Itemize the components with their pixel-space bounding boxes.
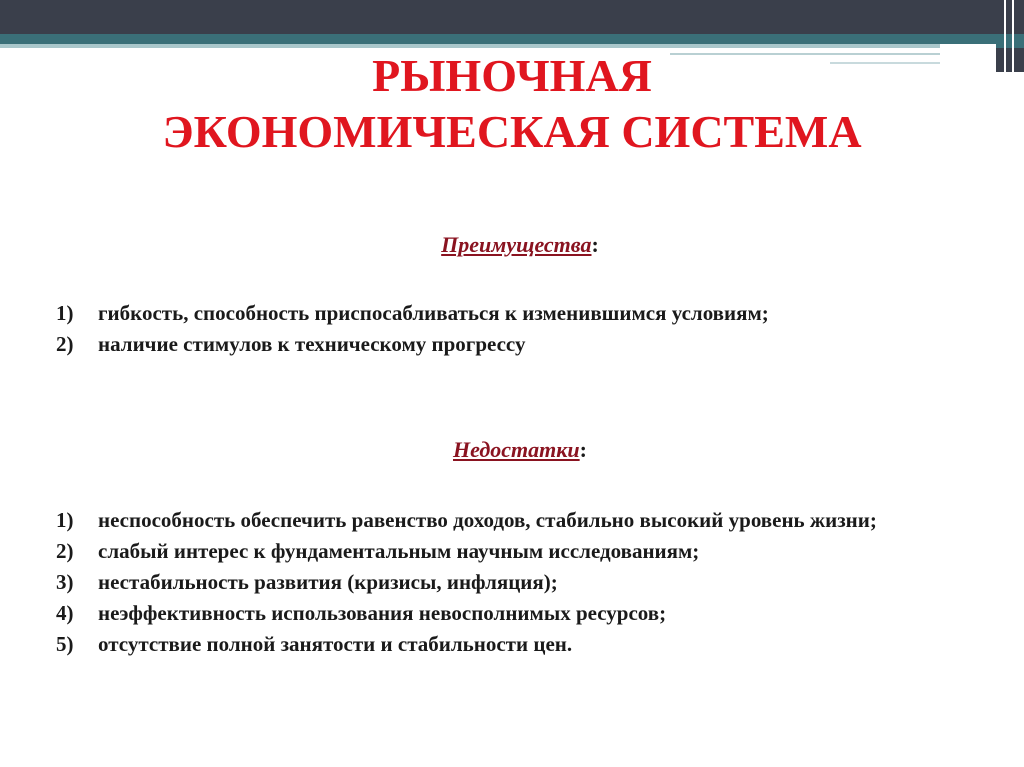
disadvantages-heading-colon: :: [579, 437, 587, 462]
list-item: [56, 329, 976, 360]
list-item-text: неспособность обеспечить равенство доходов, стабильно высокий уровень жизни;: [98, 508, 877, 532]
list-item-number: 5): [56, 632, 74, 656]
list-item-number: 4): [56, 601, 74, 625]
list-item: [56, 629, 976, 660]
advantages-list: [56, 298, 976, 360]
list-item-number: 1): [56, 508, 74, 532]
disadvantages-list: [56, 505, 976, 660]
list-item: [56, 598, 976, 629]
right-teal-stripe: [996, 34, 1024, 48]
list-item-number: 2): [56, 332, 74, 356]
list-item: [56, 298, 976, 329]
title-line-2: ЭКОНОМИЧЕСКАЯ СИСТЕМА: [162, 106, 862, 157]
list-item-number: 3): [56, 570, 74, 594]
title-line-1: РЫНОЧНАЯ: [372, 50, 652, 101]
advantages-heading-text: Преимущества: [441, 232, 592, 257]
advantages-heading-colon: :: [591, 232, 599, 257]
advantages-heading: [0, 232, 1024, 258]
teal-decorative-band: [0, 34, 996, 44]
list-item: [56, 505, 976, 536]
list-item-number: 1): [56, 301, 74, 325]
list-item-text: наличие стимулов к техническому прогрессу: [98, 332, 526, 356]
list-item-text: неэффективность использования невосполнимых ресурсов;: [98, 601, 667, 625]
list-item-number: 2): [56, 539, 74, 563]
list-item: [56, 536, 976, 567]
slide-title: [0, 48, 1024, 160]
disadvantages-heading-text: Недостатки: [453, 437, 580, 462]
disadvantages-heading: [0, 437, 1024, 463]
list-item: [56, 567, 976, 598]
top-decorative-bar: [0, 0, 1024, 34]
list-item-text: нестабильность развития (кризисы, инфляция);: [98, 570, 558, 594]
list-item-text: слабый интерес к фундаментальным научным исследованиям;: [98, 539, 700, 563]
list-item-text: отсутствие полной занятости и стабильности цен.: [98, 632, 573, 656]
list-item-text: гибкость, способность приспосабливаться к изменившимся условиям;: [98, 301, 769, 325]
